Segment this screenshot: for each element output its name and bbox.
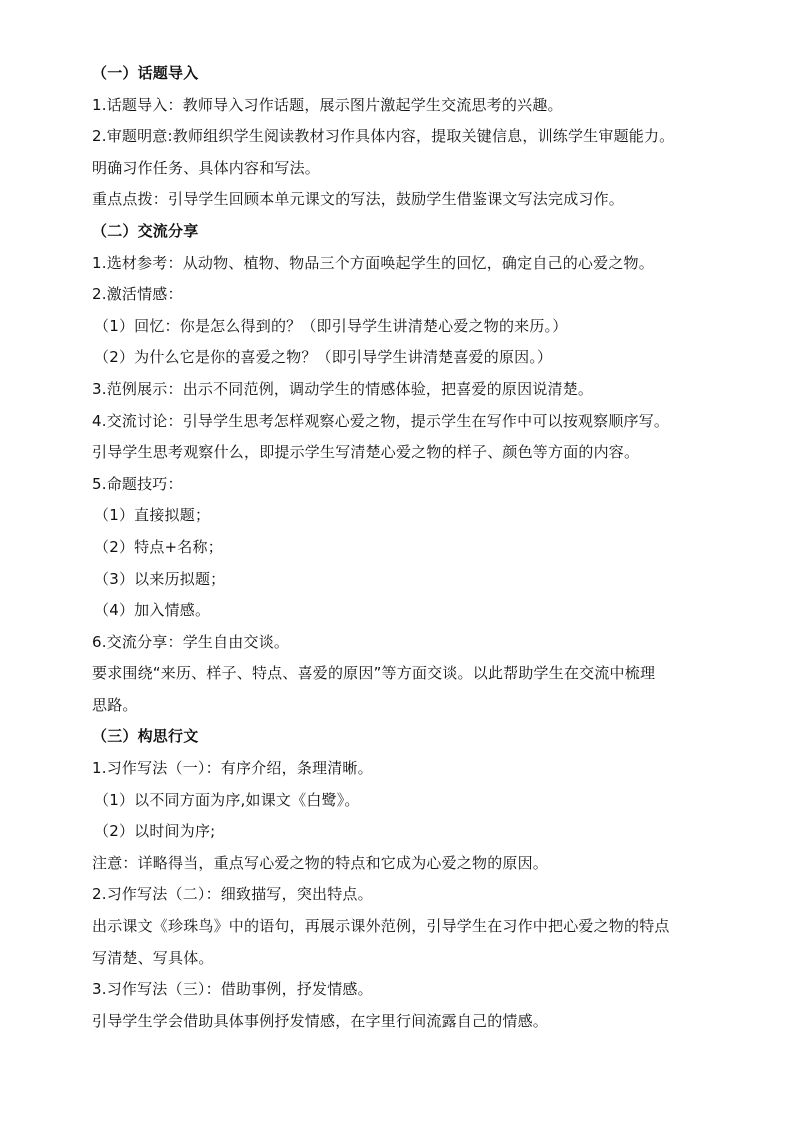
paragraph-line: 引导学生思考观察什么，即提示学生写清楚心爱之物的样子、颜色等方面的内容。 (92, 443, 640, 462)
paragraph-line: 4.交流讨论：引导学生思考怎样观察心爱之物，提示学生在写作中可以按观察顺序写。 (92, 411, 670, 430)
paragraph-line: 出示课文《珍珠鸟》中的语句，再展示课外范例，引导学生在习作中把心爱之物的特点 (92, 917, 670, 936)
paragraph-line: 6.交流分享：学生自由交谈。 (92, 632, 290, 651)
paragraph-line: （4）加入情感。 (94, 601, 211, 620)
section-heading-2: （二）交流分享 (92, 221, 199, 240)
paragraph-line: 引导学生学会借助具体事例抒发情感，在字里行间流露自己的情感。 (92, 1011, 549, 1030)
paragraph-line: 思路。 (92, 695, 138, 714)
paragraph-line: 2.习作写法（二）：细致描写，突出特点。 (92, 885, 373, 904)
paragraph-line: 写清楚、写具体。 (92, 948, 214, 967)
paragraph-line: （1）直接拟题； (94, 506, 211, 525)
paragraph-line: 2.激活情感： (92, 285, 183, 304)
paragraph-line: 重点点拨：引导学生回顾本单元课文的写法，鼓励学生借鉴课文写法完成习作。 (92, 190, 625, 209)
paragraph-line: 2.审题明意:教师组织学生阅读教材习作具体内容，提取关键信息，训练学生审题能力。 (92, 127, 675, 146)
paragraph-line: （2）为什么它是你的喜爱之物？（即引导学生讲清楚喜爱的原因。） (94, 348, 553, 367)
section-heading-3: （三）构思行文 (92, 727, 199, 746)
paragraph-line: （1）回忆：你是怎么得到的？（即引导学生讲清楚心爱之物的来历。） (94, 316, 568, 335)
paragraph-line: 明确习作任务、具体内容和写法。 (92, 158, 321, 177)
paragraph-line: 1.选材参考：从动物、植物、物品三个方面唤起学生的回忆，确定自己的心爱之物。 (92, 253, 654, 272)
paragraph-line: 3.范例展示：出示不同范例，调动学生的情感体验，把喜爱的原因说清楚。 (92, 379, 594, 398)
paragraph-line: 注意：详略得当，重点写心爱之物的特点和它成为心爱之物的原因。 (92, 853, 549, 872)
paragraph-line: （2）以时间为序; (94, 822, 216, 841)
paragraph-line: 5.命题技巧： (92, 474, 183, 493)
paragraph-line: 3.习作写法（三）：借助事例，抒发情感。 (92, 980, 373, 999)
paragraph-line: 1.习作写法（一）：有序介绍，条理清晰。 (92, 759, 373, 778)
paragraph-line: （3）以来历拟题； (94, 569, 226, 588)
document-body (92, 58, 732, 1037)
section-heading-1: （一）话题导入 (92, 64, 199, 82)
paragraph-line: 1.话题导入：教师导入习作话题，展示图片激起学生交流思考的兴趣。 (92, 95, 563, 114)
paragraph-line: （2）特点+名称； (94, 537, 223, 556)
paragraph-line: （1）以不同方面为序,如课文《白鹭》。 (94, 790, 360, 809)
paragraph-line: 要求围绕“来历、样子、特点、喜爱的原因”等方面交谈。以此帮助学生在交流中梳理 (92, 664, 656, 683)
